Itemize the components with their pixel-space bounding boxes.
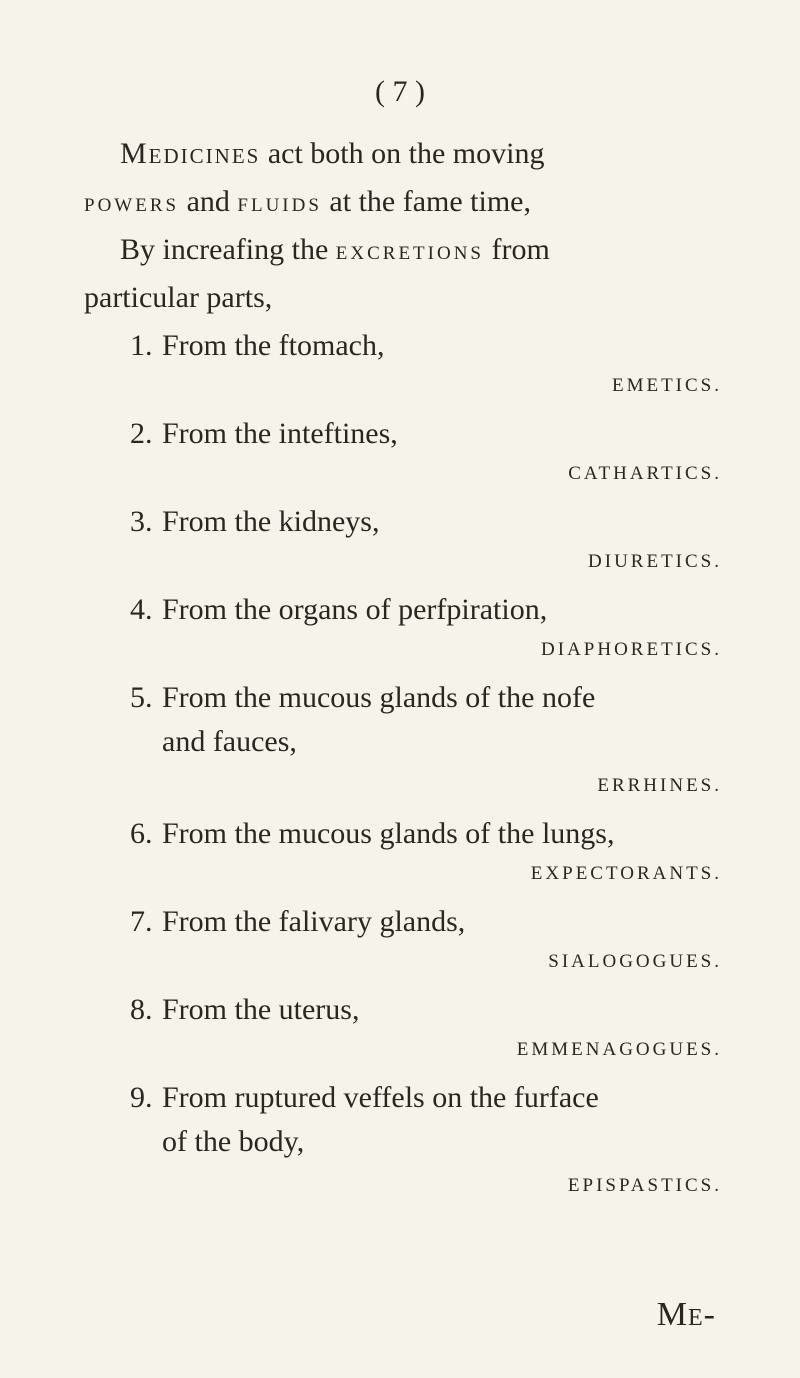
list-item [130, 328, 384, 364]
item-text: From the mucous glands of the lungs, [162, 817, 615, 850]
catchword: Me- [656, 1296, 716, 1333]
list-item [130, 592, 547, 628]
list-item [130, 504, 380, 540]
list-item [130, 904, 465, 940]
item-text: From the uterus, [162, 993, 360, 1026]
list-item [130, 416, 398, 452]
intro-line-2 [84, 184, 531, 224]
item-number: 8. [130, 993, 153, 1026]
item-text: From the inteftines, [162, 417, 398, 450]
item-text: From the mucous glands of the nofe [162, 681, 596, 714]
intro-line-3 [120, 232, 550, 272]
term-fluids: FLUIDS [237, 195, 322, 216]
item-text-continued: of the body, [162, 1125, 305, 1158]
item-text-continued: and fauces, [162, 725, 297, 758]
item-number: 1. [130, 329, 153, 362]
list-item [130, 1080, 599, 1116]
remedy-name: DIURETICS. [588, 551, 722, 572]
item-number: 4. [130, 593, 153, 626]
intro-text-2: at the fame time, [321, 185, 531, 218]
item-text: From the kidneys, [162, 505, 380, 538]
item-text: From the falivary glands, [162, 905, 466, 938]
intro-line-4: particular parts, [84, 281, 273, 314]
item-number: 5. [130, 681, 153, 714]
remedy-name: ERRHINES. [597, 775, 722, 796]
list-item [130, 992, 359, 1028]
intro-from: from [484, 233, 550, 266]
list-item [130, 816, 614, 852]
remedy-name: CATHARTICS. [568, 463, 722, 484]
remedy-name: SIALOGOGUES. [548, 951, 722, 972]
remedy-name: EPISPASTICS. [567, 1175, 722, 1196]
term-medicines: Medicines [120, 137, 261, 170]
item-text: From ruptured veffels on the furface [162, 1081, 599, 1114]
term-powers: POWERS [84, 195, 180, 216]
remedy-name: EMMENAGOGUES. [516, 1039, 722, 1060]
item-number: 3. [130, 505, 153, 538]
intro-and: and [179, 185, 238, 218]
remedy-name: EMETICS. [611, 375, 722, 396]
page-number: ( 7 ) [375, 75, 425, 108]
item-number: 6. [130, 817, 153, 850]
item-text: From the organs of perfpiration, [162, 593, 548, 626]
intro-by: By increafing the [120, 233, 336, 266]
remedy-name: EXPECTORANTS. [530, 863, 722, 884]
item-number: 9. [130, 1081, 153, 1114]
item-number: 2. [130, 417, 153, 450]
term-excretions: EXCRETIONS [335, 243, 484, 264]
list-item [130, 680, 595, 716]
item-text: From the ftomach, [162, 329, 385, 362]
intro-line-1 [120, 136, 544, 172]
item-number: 7. [130, 905, 153, 938]
remedy-name: DIAPHORETICS. [541, 639, 722, 660]
intro-text-1: act both on the moving [260, 137, 545, 170]
